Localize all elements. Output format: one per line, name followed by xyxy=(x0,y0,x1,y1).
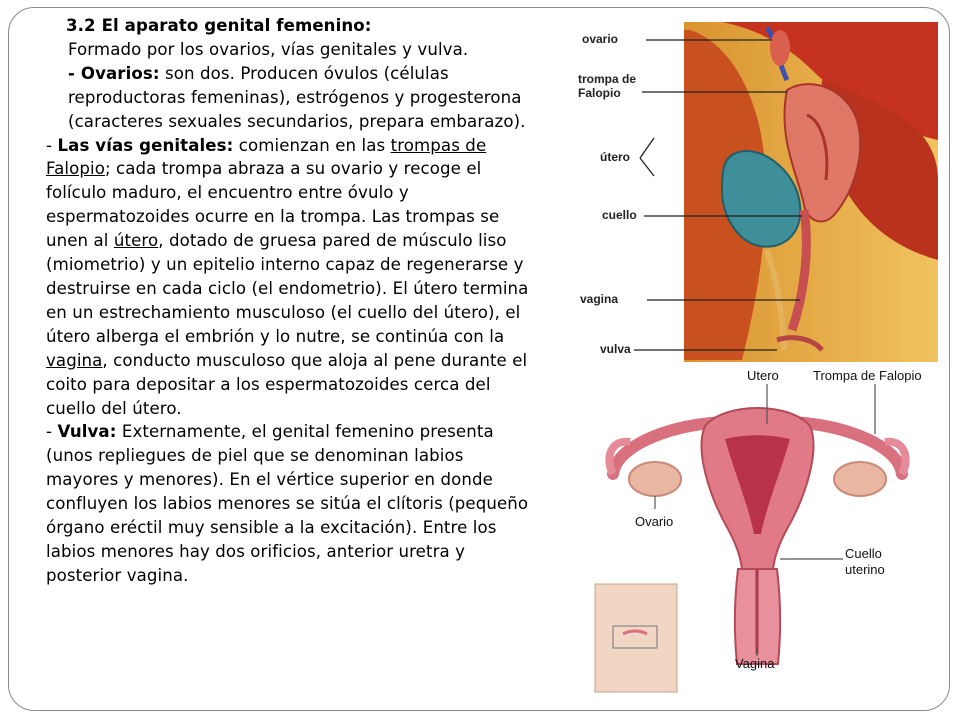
vulva-prefix: - xyxy=(46,422,58,442)
text-column xyxy=(46,14,538,588)
ovarios-prefix: - xyxy=(68,63,81,83)
sagittal-section-figure xyxy=(572,20,940,364)
ovarios-text: son dos. Producen óvulos (células reproductoras femeninas), estrógenos y progesterona (caracteres sexuales secundarios, prepara embarazo). xyxy=(68,63,526,131)
vias-text-2: ; cada trompa abraza a su ovario y recoge el folículo maduro, el encuentro entre óvulo y espermatozoides ocurre en la trompa. Las trompas se unen al xyxy=(46,159,500,251)
link-vagina[interactable]: vagina xyxy=(46,350,103,370)
body-inset xyxy=(595,584,677,692)
intro-text: Formado por los ovarios, vías genitales y vulva. xyxy=(68,39,469,59)
ovarios-label: Ovarios: xyxy=(80,63,160,83)
left-ovary xyxy=(629,462,681,496)
frontal-view-figure xyxy=(575,364,940,694)
vias-label: Las vías genitales: xyxy=(57,135,234,155)
label-vagina: vagina xyxy=(580,292,619,306)
label-utero: útero xyxy=(600,150,630,164)
label-ovario-front: Ovario xyxy=(635,514,674,529)
vulva-label: Vulva: xyxy=(57,422,117,442)
label-cuello: cuello xyxy=(602,208,637,222)
vulva-text: Externamente, el genital femenino presenta (unos repliegues de piel que se denominan labios mayores y menores). En el vértice superior en donde confluyen los labios menores se sitúa el clítoris (pequeño órgano eréctil muy sensible a la excitación). Entre los labios menores hay dos orificios, anterior uretra y posterior vagina. xyxy=(46,422,529,585)
label-ovario: ovario xyxy=(582,32,619,46)
vias-text-1: comienzan en las xyxy=(233,135,391,155)
label-utero-front: Utero xyxy=(747,368,779,383)
label-vagina-front: Vagina xyxy=(735,656,775,671)
link-trompas[interactable]: trompas de Falopio xyxy=(46,135,487,179)
ovary-shape xyxy=(770,30,790,66)
vias-paragraph xyxy=(46,134,538,421)
vias-prefix: - xyxy=(46,135,58,155)
vulva-paragraph xyxy=(46,420,538,587)
link-utero[interactable]: útero xyxy=(113,231,159,251)
section-title: 3.2 El aparato genital femenino: xyxy=(66,16,372,35)
vias-text-3: , dotado de gruesa pared de músculo liso (miometrio) y un epitelio interno capaz de regenerarse y destruirse en cada ciclo (el endometrio). El útero termina en un estrechamiento musculoso (el cuello del útero), el útero alberga el embrión y lo nutre, se continúa con la xyxy=(46,231,529,346)
vias-text-4: , conducto musculoso que aloja al pene durante el coito para depositar a los espermatozoides cerca del cuello del útero. xyxy=(46,350,528,418)
label-trompa-front: Trompa de Falopio xyxy=(813,368,922,383)
right-ovary xyxy=(834,462,886,496)
label-cuello-2: uterino xyxy=(845,562,885,577)
label-trompa: trompa de Falopio xyxy=(578,72,637,100)
ovarios-paragraph xyxy=(46,62,538,134)
label-vulva: vulva xyxy=(600,342,631,356)
label-cuello-1: Cuello xyxy=(845,546,882,561)
frontal-illustration xyxy=(575,364,940,694)
